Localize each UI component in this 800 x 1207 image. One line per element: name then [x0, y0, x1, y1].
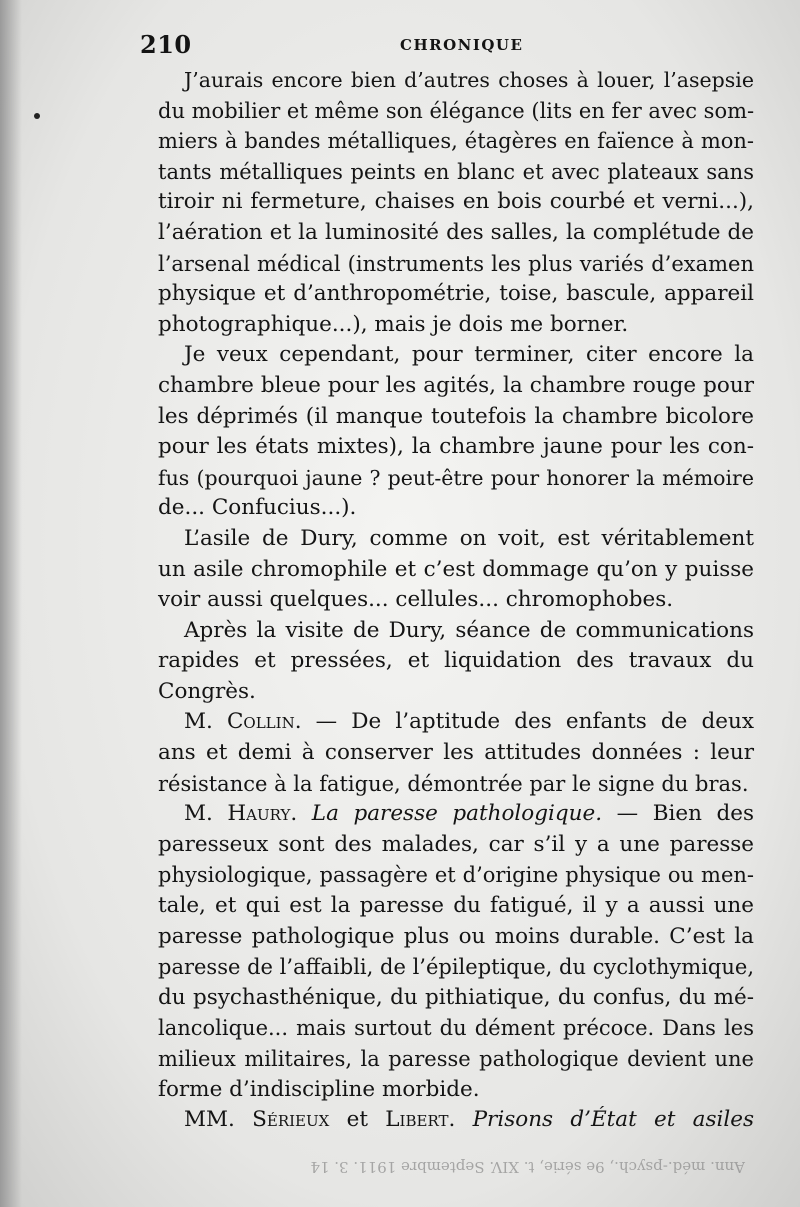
- paragraph-haury: [158, 799, 754, 830]
- text-line: physiologique, passagère et d’origine physique ou men-: [158, 863, 754, 888]
- text-line: les déprimés (il manque toutefois la chambre bicolore: [158, 403, 754, 429]
- paragraph-collin: [158, 707, 754, 738]
- speaker-haury: M. Haury.: [184, 801, 298, 827]
- text-line: Je veux cependant, pour terminer, citer encore la: [184, 342, 754, 368]
- speaker-serieux: Sérieux: [252, 1107, 330, 1133]
- title-haury: La paresse pathologique.: [311, 801, 603, 827]
- text-line: Après la visite de Dury, séance de communications: [184, 617, 754, 643]
- margin-mark: [34, 113, 40, 119]
- text-line: forme d’indiscipline morbide.: [158, 1076, 480, 1102]
- conjunction: et: [346, 1107, 368, 1133]
- title-serieux: Prisons d’État et asiles: [472, 1107, 754, 1133]
- text-line: l’arsenal médical (instruments les plus variés d’examen: [158, 251, 754, 276]
- speaker-collin: M. Collin.: [184, 709, 302, 735]
- text-line: paresse de l’affaibli, de l’épileptique, du cyclothymique,: [158, 955, 754, 980]
- text-line: tale, et qui est la paresse du fatigué, il y a aussi une: [158, 893, 754, 919]
- speaker-libert: Libert.: [385, 1107, 456, 1133]
- text-line: de... Confucius...).: [158, 495, 357, 521]
- page-header: [140, 30, 760, 60]
- text-line: J’aurais encore bien d’autres choses à louer, l’asepsie: [184, 68, 754, 92]
- text-line: paresseux sont des malades, car s’il y a une paresse: [158, 831, 754, 857]
- text-line: tiroir ni fermeture, chaises en bois courbé et verni...),: [158, 189, 754, 215]
- text-line: L’asile de Dury, comme on voit, est véritablement: [184, 525, 754, 551]
- text-line: du psychasthénique, du pithiatique, du confus, du mé-: [158, 984, 754, 1010]
- text-line: Congrès.: [158, 678, 256, 704]
- speaker-prefix: MM.: [184, 1107, 235, 1133]
- show-through-footer: Ann. méd.-psych., 9e série, t. XIV. Septembre 1911. 3. 14: [310, 1158, 745, 1176]
- text-line: milieux militaires, la paresse pathologique devient une: [158, 1047, 754, 1071]
- running-head: CHRONIQUE: [400, 36, 524, 54]
- text-line: du mobilier et même son élégance (lits en fer avec som-: [158, 98, 755, 123]
- text-line: un asile chromophile et c’est dommage qu’on y puisse: [158, 556, 754, 582]
- text-line: photographique...), mais je dois me borner.: [158, 311, 629, 337]
- text-line: fus (pourquoi jaune ? peut-être pour honorer la mémoire: [158, 465, 754, 490]
- text-line: rapides et pressées, et liquidation des travaux du: [158, 648, 754, 674]
- text-line: chambre bleue pour les agités, la chambre rouge pour: [158, 372, 754, 398]
- text-line: tants métalliques peints en blanc et avec plateaux sans: [158, 159, 754, 184]
- text-line: miers à bandes métalliques, étagères en faïence à mon-: [158, 129, 754, 154]
- text-line: paresse pathologique plus ou moins durable. C’est la: [158, 923, 754, 949]
- text-line: voir aussi quelques... cellules... chromophobes.: [158, 587, 674, 613]
- text-line: l’aération et la luminosité des salles, la complétude de: [158, 219, 754, 245]
- page-number: 210: [140, 30, 192, 59]
- text-line: physique et d’anthropométrie, toise, bascule, appareil: [158, 281, 754, 307]
- text-line: résistance à la fatigue, démontrée par le signe du bras.: [158, 771, 749, 796]
- text-line: pour les états mixtes), la chambre jaune pour les con-: [158, 434, 754, 460]
- paragraph-serieux: [158, 1105, 754, 1136]
- text-line: lancolique... mais surtout du dément précoce. Dans les: [158, 1016, 754, 1041]
- text-line: ans et demi à conserver les attitudes données : leur: [158, 740, 754, 766]
- text-line-fragment: — Bien des: [616, 801, 755, 827]
- binding-shadow: [0, 0, 22, 1207]
- text-line-fragment: — De l’aptitude des enfants de deux: [315, 709, 754, 735]
- body-text: [158, 65, 754, 1136]
